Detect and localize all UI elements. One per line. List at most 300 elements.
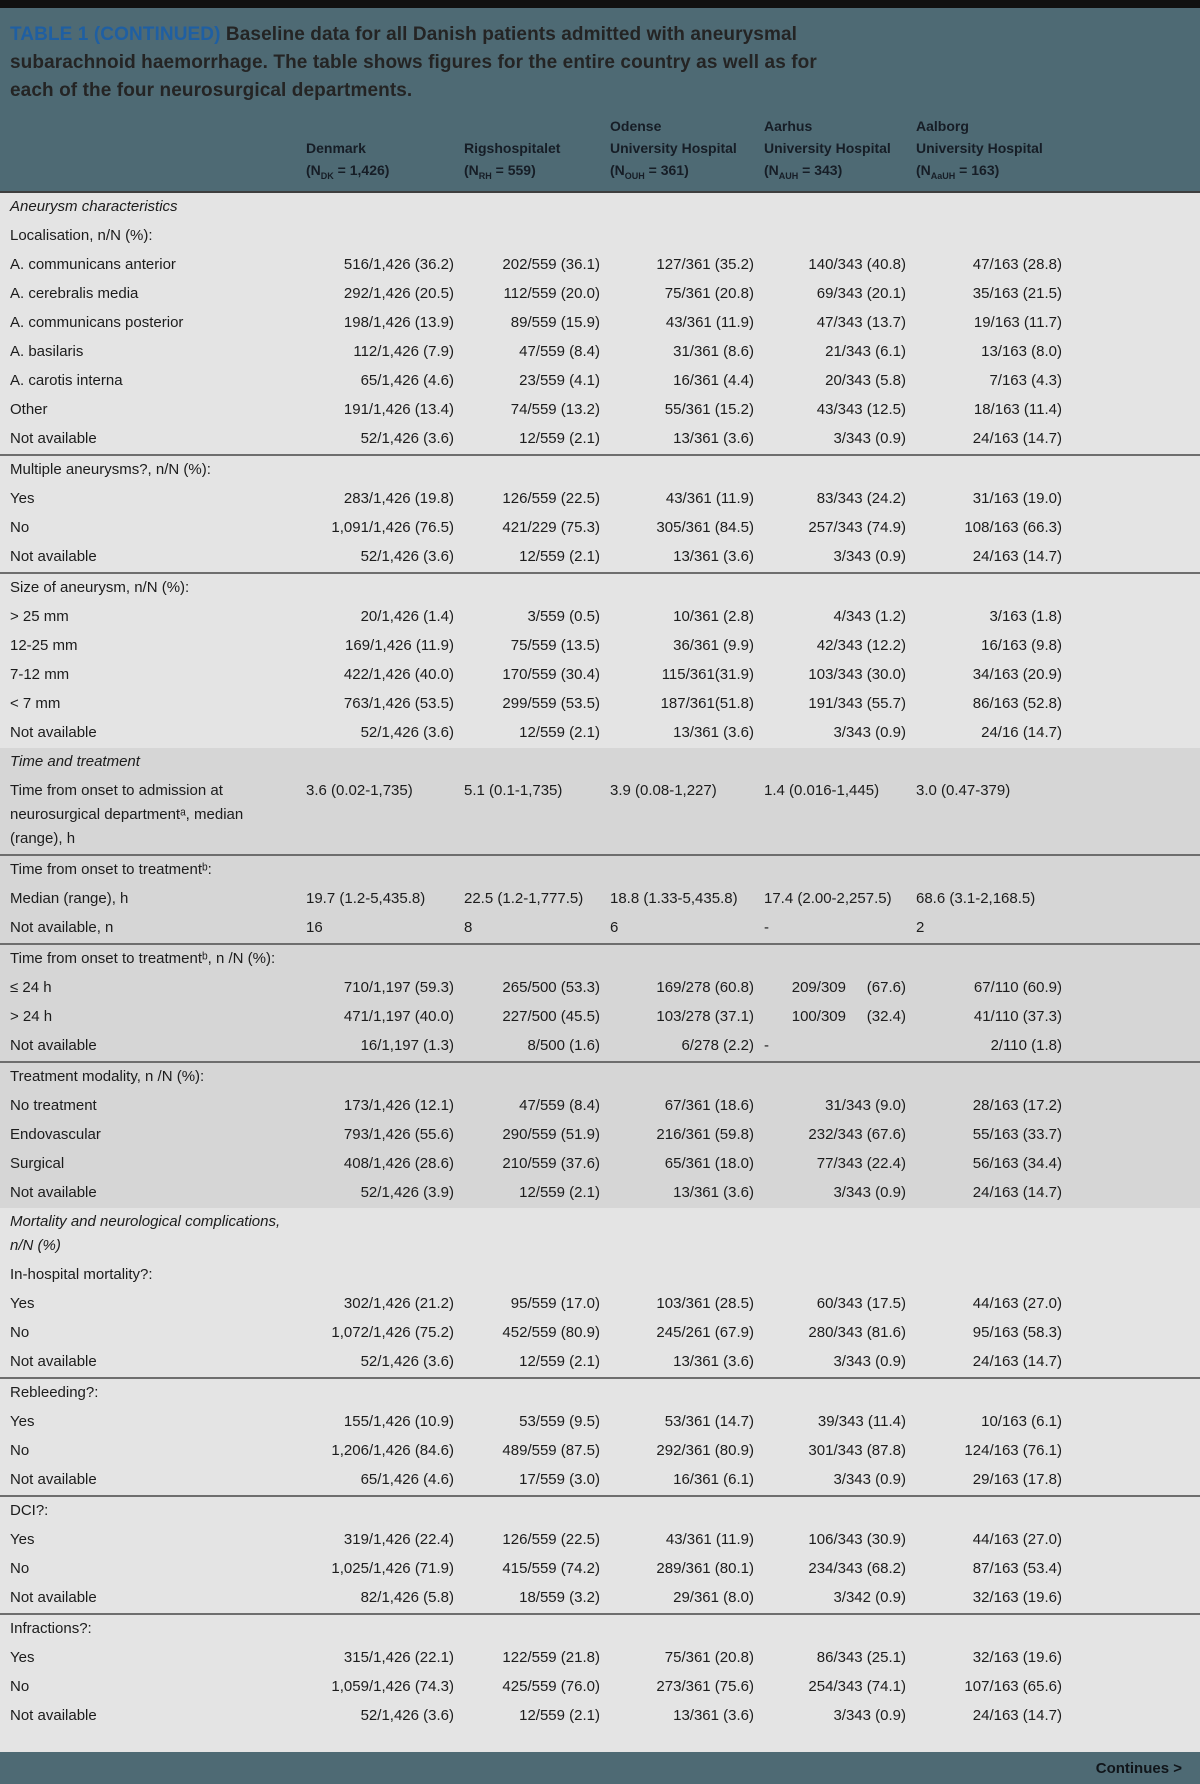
row-label: Other bbox=[10, 401, 48, 418]
table-cell: 35/163 (21.5) bbox=[972, 285, 1062, 302]
table-cell: 2 bbox=[916, 919, 925, 936]
column-n-subscript: RH bbox=[478, 170, 492, 181]
table-cell: 280/343 (81.6) bbox=[808, 1324, 906, 1341]
continues-label: Continues > bbox=[1095, 1759, 1182, 1777]
table-header bbox=[0, 8, 1200, 191]
row-label: DCI?: bbox=[10, 1502, 49, 1519]
column-n-prefix: (N bbox=[306, 162, 321, 178]
column-header-n bbox=[916, 159, 1064, 181]
table-row bbox=[0, 1644, 1200, 1673]
table-cell: 3/343 (0.9) bbox=[833, 1707, 906, 1724]
column-header-name: University Hospital bbox=[764, 140, 891, 156]
table-cell: 55/361 (15.2) bbox=[664, 401, 754, 418]
table-row bbox=[0, 543, 1200, 572]
table-cell: 301/343 (87.8) bbox=[808, 1442, 906, 1459]
column-n-suffix: = 361) bbox=[644, 162, 689, 178]
table-cell: 415/559 (74.2) bbox=[502, 1560, 600, 1577]
column-header-n bbox=[610, 159, 756, 181]
column-header bbox=[298, 137, 456, 181]
table-cell: 3.9 (0.08-1,227) bbox=[610, 782, 717, 799]
table-cell: 1,072/1,426 (75.2) bbox=[331, 1324, 454, 1341]
table-cell: 489/559 (87.5) bbox=[502, 1442, 600, 1459]
row-label: ≤ 24 h bbox=[10, 979, 52, 996]
table-title-line1 bbox=[10, 21, 1188, 49]
table-cell: 56/163 (34.4) bbox=[972, 1155, 1062, 1172]
table-block bbox=[0, 193, 1200, 454]
table-cell: 173/1,426 (12.1) bbox=[343, 1097, 454, 1114]
table-row bbox=[0, 1555, 1200, 1584]
table-cell: 191/343 (55.7) bbox=[808, 695, 906, 712]
row-label: No bbox=[10, 1324, 30, 1341]
table-title bbox=[10, 21, 1188, 105]
table-row bbox=[0, 338, 1200, 367]
table-row bbox=[0, 1092, 1200, 1121]
table-cell: 127/361 (35.2) bbox=[656, 256, 754, 273]
row-label: A. cerebralis media bbox=[10, 285, 139, 302]
table-cell: 299/559 (53.5) bbox=[502, 695, 600, 712]
column-n-subscript: AaUH bbox=[930, 170, 956, 181]
table-cell: 793/1,426 (55.6) bbox=[343, 1126, 454, 1143]
table-cell: 24/163 (14.7) bbox=[972, 1184, 1062, 1201]
table-cell: 210/559 (37.6) bbox=[502, 1155, 600, 1172]
table-row bbox=[0, 574, 1200, 603]
table-row bbox=[0, 309, 1200, 338]
table-cell: 67/361 (18.6) bbox=[664, 1097, 754, 1114]
column-header bbox=[456, 137, 602, 181]
table-cell: 13/361 (3.6) bbox=[673, 1184, 754, 1201]
table-cell: 3.0 (0.47-379) bbox=[916, 782, 1011, 799]
table-cell: 60/343 (17.5) bbox=[816, 1295, 906, 1312]
table-cell: 52/1,426 (3.6) bbox=[360, 430, 454, 447]
table-cell: 1,059/1,426 (74.3) bbox=[331, 1678, 454, 1695]
table-cell: 115/361(31.9) bbox=[661, 666, 754, 683]
table-block bbox=[0, 1495, 1200, 1613]
table-section bbox=[0, 748, 1200, 1208]
table-cell: 124/163 (76.1) bbox=[964, 1442, 1062, 1459]
table-cell: 1.4 (0.016-1,445) bbox=[764, 782, 880, 799]
table-cell: - bbox=[764, 1037, 769, 1054]
section-title: Time and treatment bbox=[10, 753, 140, 770]
table-cell: 47/163 (28.8) bbox=[972, 256, 1062, 273]
table-cell: 425/559 (76.0) bbox=[502, 1678, 600, 1695]
table-cell: 216/361 (59.8) bbox=[656, 1126, 754, 1143]
table-cell: 83/343 (24.2) bbox=[816, 490, 906, 507]
column-header-name: Aalborg bbox=[916, 118, 969, 134]
table-cell: 3/343 (0.9) bbox=[833, 548, 906, 565]
row-label: Median (range), h bbox=[10, 890, 129, 907]
table-row bbox=[0, 251, 1200, 280]
column-header-name: University Hospital bbox=[610, 140, 737, 156]
row-label: Multiple aneurysms?, n/N (%): bbox=[10, 461, 211, 478]
row-label: Time from onset to admission at neurosurgical departmentᵃ, median (range), h bbox=[10, 782, 244, 847]
top-black-strip bbox=[0, 0, 1200, 8]
table-cell: 227/500 (45.5) bbox=[502, 1008, 600, 1025]
table-row bbox=[0, 603, 1200, 632]
table-cell: 65/1,426 (4.6) bbox=[360, 372, 454, 389]
table-cell: 234/343 (68.2) bbox=[808, 1560, 906, 1577]
table-row bbox=[0, 1615, 1200, 1644]
table-cell: 305/361 (84.5) bbox=[656, 519, 754, 536]
table-cell: 12/559 (2.1) bbox=[519, 1707, 600, 1724]
table-cell: 47/559 (8.4) bbox=[519, 343, 600, 360]
section-title: Aneurysm characteristics bbox=[10, 198, 178, 215]
table-cell: 198/1,426 (13.9) bbox=[343, 314, 454, 331]
column-n-prefix: (N bbox=[764, 162, 779, 178]
table-row bbox=[0, 485, 1200, 514]
table-cell: 106/343 (30.9) bbox=[808, 1531, 906, 1548]
table-cell: 36/361 (9.9) bbox=[673, 637, 754, 654]
table-cell: 22.5 (1.2-1,777.5) bbox=[464, 890, 584, 907]
table-cell: 77/343 (22.4) bbox=[816, 1155, 906, 1172]
table-cell: 20/343 (5.8) bbox=[825, 372, 906, 389]
table-cell: 18.8 (1.33-5,435.8) bbox=[610, 890, 738, 907]
table-cell: 41/110 (37.3) bbox=[973, 1008, 1062, 1025]
table-block bbox=[0, 1208, 1200, 1377]
table-cell: 112/1,426 (7.9) bbox=[353, 343, 454, 360]
table-row bbox=[0, 1179, 1200, 1208]
table-cell: 4/343 (1.2) bbox=[833, 608, 906, 625]
table-cell: 6/278 (2.2) bbox=[681, 1037, 754, 1054]
column-n-prefix: (N bbox=[916, 162, 931, 178]
table-cell: 12/559 (2.1) bbox=[519, 1184, 600, 1201]
table-cell: 39/343 (11.4) bbox=[817, 1413, 906, 1430]
table-cell: 245/261 (67.9) bbox=[656, 1324, 754, 1341]
table-cell: 122/559 (21.8) bbox=[502, 1649, 600, 1666]
table-cell: 232/343 (67.6) bbox=[808, 1126, 906, 1143]
table-cell: 126/559 (22.5) bbox=[502, 1531, 600, 1548]
table-cell: 209/309 (67.6) bbox=[791, 979, 906, 996]
table-cell: 7/163 (4.3) bbox=[989, 372, 1062, 389]
row-label: A. basilaris bbox=[10, 343, 84, 360]
table-row bbox=[0, 1702, 1200, 1731]
table-cell: 8 bbox=[464, 919, 473, 936]
row-label: Not available bbox=[10, 724, 97, 741]
table-cell: 126/559 (22.5) bbox=[502, 490, 600, 507]
row-label: Surgical bbox=[10, 1155, 65, 1172]
table-cell: 6 bbox=[610, 919, 619, 936]
table-cell: 3/559 (0.5) bbox=[527, 608, 600, 625]
table-row bbox=[0, 1348, 1200, 1377]
table-block bbox=[0, 748, 1200, 854]
table-cell: 47/559 (8.4) bbox=[519, 1097, 600, 1114]
table-cell: 32/163 (19.6) bbox=[972, 1589, 1062, 1606]
table-row bbox=[0, 945, 1200, 974]
table-cell: 42/343 (12.2) bbox=[816, 637, 906, 654]
table-cell: 65/1,426 (4.6) bbox=[360, 1471, 454, 1488]
section-title: Mortality and neurological complications, n/N (%) bbox=[10, 1213, 281, 1254]
table-row bbox=[0, 1319, 1200, 1348]
table-cell: 12/559 (2.1) bbox=[519, 724, 600, 741]
table-cell: 763/1,426 (53.5) bbox=[343, 695, 454, 712]
table-cell: 32/163 (19.6) bbox=[972, 1649, 1062, 1666]
table-row bbox=[0, 719, 1200, 748]
row-label: > 24 h bbox=[10, 1008, 53, 1025]
table-cell: 75/559 (13.5) bbox=[510, 637, 600, 654]
row-label: In-hospital mortality?: bbox=[10, 1266, 153, 1283]
table-row bbox=[0, 690, 1200, 719]
table-cell: 265/500 (53.3) bbox=[502, 979, 600, 996]
table-row bbox=[0, 222, 1200, 251]
table-cell: 8/500 (1.6) bbox=[527, 1037, 600, 1054]
table-block bbox=[0, 454, 1200, 572]
table-cell: 86/163 (52.8) bbox=[972, 695, 1062, 712]
table-cell: 65/361 (18.0) bbox=[664, 1155, 754, 1172]
table-cell: 23/559 (4.1) bbox=[519, 372, 600, 389]
table-block bbox=[0, 854, 1200, 943]
table-cell: 191/1,426 (13.4) bbox=[343, 401, 454, 418]
row-label: A. communicans posterior bbox=[10, 314, 184, 331]
table-cell: 13/163 (8.0) bbox=[981, 343, 1062, 360]
table-cell: 13/361 (3.6) bbox=[673, 548, 754, 565]
column-n-prefix: (N bbox=[610, 162, 625, 178]
table-cell: 302/1,426 (21.2) bbox=[343, 1295, 454, 1312]
row-label: 7-12 mm bbox=[10, 666, 70, 683]
table-cell: 710/1,197 (59.3) bbox=[343, 979, 454, 996]
table-cell: 3/343 (0.9) bbox=[833, 1353, 906, 1370]
table-cell: 13/361 (3.6) bbox=[673, 430, 754, 447]
table-cell: 16/1,197 (1.3) bbox=[360, 1037, 454, 1054]
table-row bbox=[0, 456, 1200, 485]
row-label: < 7 mm bbox=[10, 695, 61, 712]
row-label: Not available bbox=[10, 1184, 97, 1201]
table-cell: 16/361 (6.1) bbox=[673, 1471, 754, 1488]
table-cell: 52/1,426 (3.6) bbox=[360, 548, 454, 565]
table-cell: 289/361 (80.1) bbox=[656, 1560, 754, 1577]
table-block bbox=[0, 1377, 1200, 1495]
table-cell: 24/163 (14.7) bbox=[972, 1353, 1062, 1370]
table-cell: 19/163 (11.7) bbox=[973, 314, 1062, 331]
column-header-name: Denmark bbox=[306, 140, 366, 156]
table-cell: 43/361 (11.9) bbox=[665, 490, 754, 507]
row-label: > 25 mm bbox=[10, 608, 69, 625]
table-cell: 140/343 (40.8) bbox=[808, 256, 906, 273]
table-cell: 315/1,426 (22.1) bbox=[343, 1649, 454, 1666]
table-cell: 34/163 (20.9) bbox=[972, 666, 1062, 683]
table-cell: 82/1,426 (5.8) bbox=[360, 1589, 454, 1606]
table-cell: 31/343 (9.0) bbox=[825, 1097, 906, 1114]
row-label: No bbox=[10, 1560, 30, 1577]
table-cell: 202/559 (36.1) bbox=[502, 256, 600, 273]
table-cell: 43/361 (11.9) bbox=[665, 1531, 754, 1548]
table-cell: 107/163 (65.6) bbox=[964, 1678, 1062, 1695]
table-block bbox=[0, 1613, 1200, 1731]
table-row bbox=[0, 1437, 1200, 1466]
table-cell: 170/559 (30.4) bbox=[502, 666, 600, 683]
row-label: Yes bbox=[10, 490, 35, 507]
row-label: Rebleeding?: bbox=[10, 1384, 99, 1401]
table-cell: 12/559 (2.1) bbox=[519, 1353, 600, 1370]
table-cell: 31/361 (8.6) bbox=[673, 343, 754, 360]
row-label: Size of aneurysm, n/N (%): bbox=[10, 579, 190, 596]
table-row bbox=[0, 367, 1200, 396]
table-cell: 319/1,426 (22.4) bbox=[343, 1531, 454, 1548]
row-label: 12-25 mm bbox=[10, 637, 78, 654]
table-row bbox=[0, 856, 1200, 885]
row-label: Infractions?: bbox=[10, 1620, 92, 1637]
table-row bbox=[0, 632, 1200, 661]
table-cell: 24/163 (14.7) bbox=[972, 1707, 1062, 1724]
table-cell: 516/1,426 (36.2) bbox=[343, 256, 454, 273]
table-cell: 3/343 (0.9) bbox=[833, 430, 906, 447]
table-cell: 28/163 (17.2) bbox=[972, 1097, 1062, 1114]
table-cell: 17/559 (3.0) bbox=[519, 1471, 600, 1488]
table-row bbox=[0, 1379, 1200, 1408]
table-footer bbox=[0, 1752, 1200, 1784]
table-cell: 13/361 (3.6) bbox=[673, 1353, 754, 1370]
table-cell: 53/559 (9.5) bbox=[519, 1413, 600, 1430]
row-label: No bbox=[10, 519, 30, 536]
table-cell: 86/343 (25.1) bbox=[816, 1649, 906, 1666]
table-cell: 75/361 (20.8) bbox=[664, 285, 754, 302]
table-row bbox=[0, 1584, 1200, 1613]
table-row bbox=[0, 1261, 1200, 1290]
table-cell: 408/1,426 (28.6) bbox=[343, 1155, 454, 1172]
table-row bbox=[0, 1497, 1200, 1526]
table-cell: 103/343 (30.0) bbox=[808, 666, 906, 683]
table-row bbox=[0, 914, 1200, 943]
table-cell: 422/1,426 (40.0) bbox=[343, 666, 454, 683]
row-label: Not available bbox=[10, 1037, 97, 1054]
table-cell: 24/16 (14.7) bbox=[981, 724, 1062, 741]
column-header-n bbox=[764, 159, 908, 181]
table-cell: 12/559 (2.1) bbox=[519, 548, 600, 565]
row-label: Treatment modality, n /N (%): bbox=[10, 1068, 205, 1085]
column-header-name: Odense bbox=[610, 118, 662, 134]
table-cell: 52/1,426 (3.9) bbox=[360, 1184, 454, 1201]
table-cell: 254/343 (74.1) bbox=[808, 1678, 906, 1695]
table-body bbox=[0, 191, 1200, 1752]
column-header-n bbox=[464, 159, 602, 181]
row-label: Not available, n bbox=[10, 919, 114, 936]
row-label: No treatment bbox=[10, 1097, 97, 1114]
table-row bbox=[0, 1466, 1200, 1495]
table-cell: 44/163 (27.0) bbox=[972, 1531, 1062, 1548]
table-cell: 69/343 (20.1) bbox=[816, 285, 906, 302]
table-cell: 87/163 (53.4) bbox=[972, 1560, 1062, 1577]
table-row bbox=[0, 425, 1200, 454]
table-row bbox=[0, 885, 1200, 914]
column-n-suffix: = 163) bbox=[955, 162, 1000, 178]
table-cell: 52/1,426 (3.6) bbox=[360, 1707, 454, 1724]
column-header-row bbox=[10, 105, 1188, 191]
table-cell: 24/163 (14.7) bbox=[972, 548, 1062, 565]
table-cell: 68.6 (3.1-2,168.5) bbox=[916, 890, 1036, 907]
table-row bbox=[0, 396, 1200, 425]
table-cell: 283/1,426 (19.8) bbox=[343, 490, 454, 507]
column-header-name: Rigshospitalet bbox=[464, 140, 561, 156]
table-cell: 10/163 (6.1) bbox=[981, 1413, 1062, 1430]
table-cell: 89/559 (15.9) bbox=[510, 314, 600, 331]
row-label: A. carotis interna bbox=[10, 372, 123, 389]
table-cell: 19.7 (1.2-5,435.8) bbox=[306, 890, 426, 907]
table-cell: 3.6 (0.02-1,735) bbox=[306, 782, 413, 799]
table-cell: 257/343 (74.9) bbox=[808, 519, 906, 536]
table-cell: 169/1,426 (11.9) bbox=[345, 637, 454, 654]
table-cell: 95/163 (58.3) bbox=[972, 1324, 1062, 1341]
row-label: Localisation, n/N (%): bbox=[10, 227, 153, 244]
table-cell: 421/229 (75.3) bbox=[502, 519, 600, 536]
table-title-line1-rest: Baseline data for all Danish patients admitted with aneurysmal bbox=[220, 24, 797, 45]
table-row bbox=[0, 280, 1200, 309]
table-cell: 108/163 (66.3) bbox=[964, 519, 1062, 536]
row-label: Endovascular bbox=[10, 1126, 101, 1143]
table-cell: 273/361 (75.6) bbox=[656, 1678, 754, 1695]
table-cell: 52/1,426 (3.6) bbox=[360, 724, 454, 741]
table-cell: 13/361 (3.6) bbox=[673, 724, 754, 741]
table-cell: 471/1,197 (40.0) bbox=[343, 1008, 454, 1025]
table-row bbox=[0, 777, 1200, 854]
row-label: Yes bbox=[10, 1295, 35, 1312]
table-row bbox=[0, 974, 1200, 1003]
row-label: A. communicans anterior bbox=[10, 256, 176, 273]
row-label: Not available bbox=[10, 1707, 97, 1724]
table-row bbox=[0, 1121, 1200, 1150]
column-n-suffix: = 559) bbox=[491, 162, 536, 178]
table-cell: 29/163 (17.8) bbox=[972, 1471, 1062, 1488]
table-cell: 16 bbox=[306, 919, 323, 936]
table-cell: 18/559 (3.2) bbox=[519, 1589, 600, 1606]
table-cell: 24/163 (14.7) bbox=[972, 430, 1062, 447]
row-label: Time from onset to treatmentᵇ, n /N (%): bbox=[10, 950, 276, 967]
table-cell: 18/163 (11.4) bbox=[973, 401, 1062, 418]
table-row bbox=[0, 1003, 1200, 1032]
table-section bbox=[0, 193, 1200, 748]
table-row bbox=[0, 1408, 1200, 1437]
column-n-suffix: = 343) bbox=[798, 162, 843, 178]
table-cell: 3/343 (0.9) bbox=[833, 1471, 906, 1488]
table-row bbox=[0, 1673, 1200, 1702]
table-cell: 31/163 (19.0) bbox=[972, 490, 1062, 507]
table-cell: 292/1,426 (20.5) bbox=[343, 285, 454, 302]
column-header bbox=[756, 115, 908, 181]
row-label: Yes bbox=[10, 1413, 35, 1430]
table-block bbox=[0, 1061, 1200, 1208]
table-cell: 5.1 (0.1-1,735) bbox=[464, 782, 563, 799]
table-row bbox=[0, 193, 1200, 222]
table-row bbox=[0, 514, 1200, 543]
table-title-line3: each of the four neurosurgical departments. bbox=[10, 80, 413, 101]
table-cell: 1,091/1,426 (76.5) bbox=[331, 519, 454, 536]
table-row bbox=[0, 1032, 1200, 1061]
table-cell: 13/361 (3.6) bbox=[673, 1707, 754, 1724]
table-cell: 55/163 (33.7) bbox=[972, 1126, 1062, 1143]
table-cell: 169/278 (60.8) bbox=[656, 979, 754, 996]
table-cell: 103/278 (37.1) bbox=[656, 1008, 754, 1025]
row-label: Not available bbox=[10, 548, 97, 565]
column-n-subscript: DK bbox=[320, 170, 334, 181]
table-cell: 3/343 (0.9) bbox=[833, 1184, 906, 1201]
row-label: No bbox=[10, 1442, 30, 1459]
table-row bbox=[0, 748, 1200, 777]
table-cell: 75/361 (20.8) bbox=[664, 1649, 754, 1666]
table-cell: 155/1,426 (10.9) bbox=[343, 1413, 454, 1430]
row-label: No bbox=[10, 1678, 30, 1695]
table-cell: 17.4 (2.00-2,257.5) bbox=[764, 890, 892, 907]
table-cell: 44/163 (27.0) bbox=[972, 1295, 1062, 1312]
table-cell: 43/361 (11.9) bbox=[665, 314, 754, 331]
table-block bbox=[0, 572, 1200, 748]
table-cell: 3/163 (1.8) bbox=[989, 608, 1062, 625]
table-cell: 74/559 (13.2) bbox=[510, 401, 600, 418]
table-cell: 20/1,426 (1.4) bbox=[360, 608, 454, 625]
table-cell: 187/361(51.8) bbox=[660, 695, 754, 712]
table-block bbox=[0, 943, 1200, 1061]
row-label: Not available bbox=[10, 430, 97, 447]
table-row bbox=[0, 1208, 1200, 1261]
column-n-subscript: AUH bbox=[778, 170, 799, 181]
column-header-name: Aarhus bbox=[764, 118, 813, 134]
table-cell: 112/559 (20.0) bbox=[503, 285, 600, 302]
